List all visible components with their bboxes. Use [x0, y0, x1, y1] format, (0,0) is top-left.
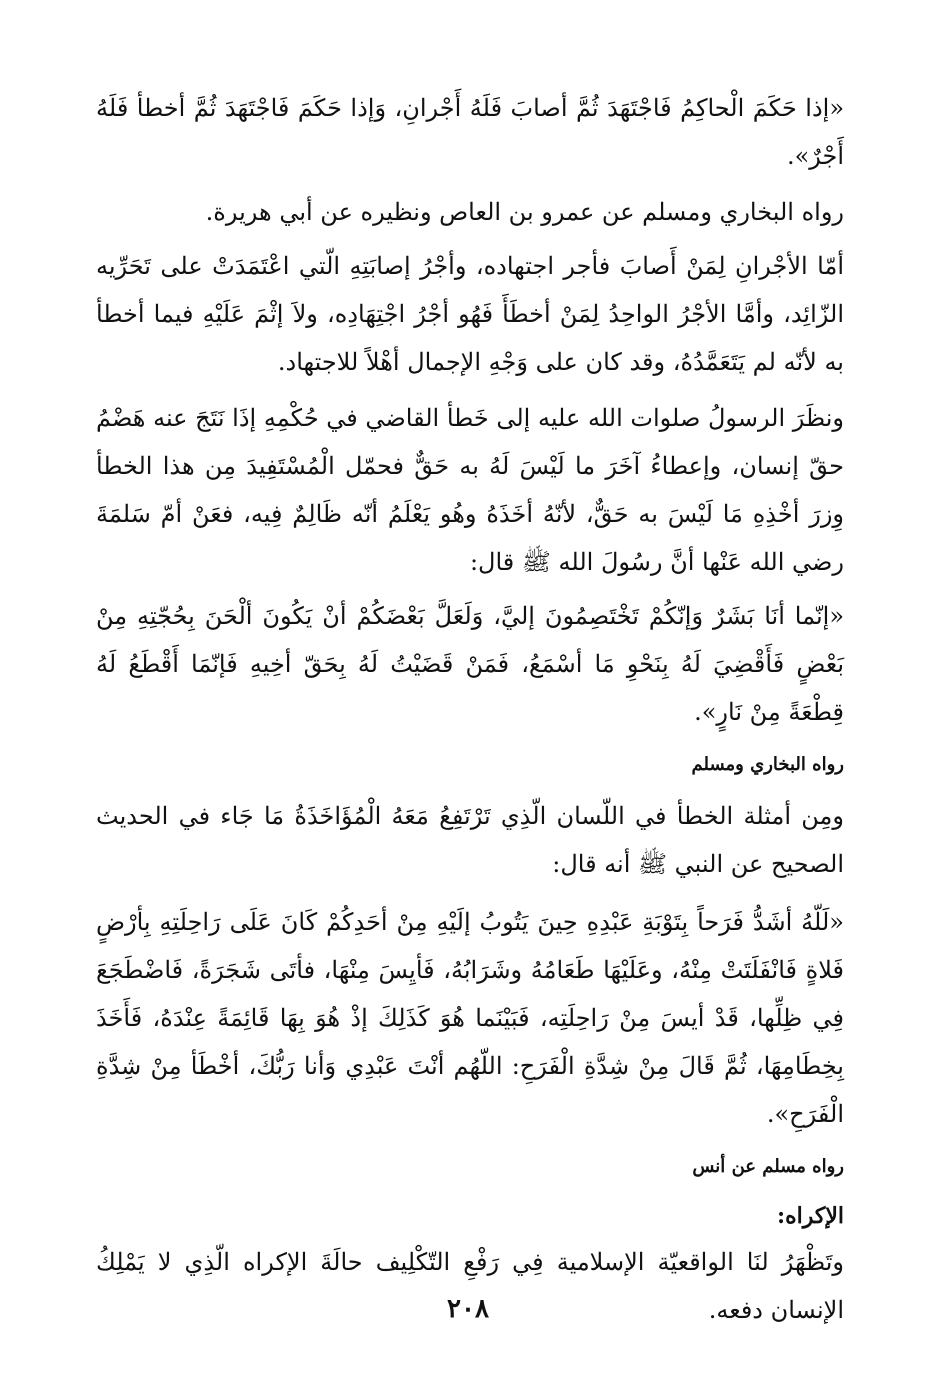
- hadith-source: رواه مسلم عن أنس: [692, 1156, 844, 1177]
- hadith-quote-judge: «إذا حَكَمَ الْحاكِمُ فَاجْتَهَدَ ثُمَّ أصابَ فَلَهُ أَجْرانِ، وَإذا حَكَمَ فَاجْتَهَدَ ثُمَّ أخطأ فَلَهُ أَجْرٌ».: [96, 94, 845, 170]
- paragraph-two-rewards: أمّا الأجْرانِ لِمَنْ أَصابَ فأجر اجتهاده، وأجْرُ إصابَتِهِ الّتي اعْتَمَدَتْ على تَحَرِّيه الزّائِد، وأمَّا الأجْرُ الواحِدُ لِمَنْ أخطَأَ فَهُو أجْرُ اجْتِهَادِه، ولاَ إثْمَ عَلَيْهِ فيما أخطأ به لأنّه لم يَتَعَمَّدُهُ، وقد كان على وَجْهِ الإجمال أهْلاً للاجتهاد.: [96, 252, 844, 376]
- hadith-quote-human: «إنّما أنَا بَشَرٌ وَإنّكُمْ تَخْتَصِمُونَ إليَّ، وَلَعَلَّ بَعْضَكُمْ أنْ يَكُونَ ألْحَنَ بِحُجّتِهِ مِنْ بَعْضٍ فَأَقْضِيَ لَهُ بِنَحْوِ مَا أسْمَعُ، فَمَنْ قَضَيْتُ لَهُ بِحَقّ أخِيهِ فَإنّمَا أَقْطَعُ لَهُ قِطْعَةً مِنْ نَارٍ».: [96, 602, 844, 726]
- paragraph-judge-error: ونظَرَ الرسولُ صلوات الله عليه إلى خَطأ القاضي في حُكْمِهِ إذَا نَتَجَ عنه هَضْمُ حقّ إنسان، وإعطاءُ آخَرَ ما لَيْسَ لَهُ به حَقٌّ فحمّل الْمُسْتَفِيدَ مِن هذا الخطأ وِزرَ أخْذِهِ مَا لَيْسَ به حَقٌّ، لأنّهُ أخَذَهُ وهُو يَعْلَمُ أنّه ظَالِمٌ فِيه، فعَنْ أمّ سَلمَةَ رضي الله عَنْها أنَّ رسُولَ الله ﷺ قال:: [96, 404, 844, 576]
- section-heading: الإكراه:: [776, 1203, 844, 1229]
- page-body: [96, 84, 844, 1334]
- paragraph-tongue-error: ومِن أمثلة الخطأ في اللّسان الّذِي تَرْتَفِعُ مَعَهُ الْمُؤَاخَذَةُ مَا جَاء في الحديث الصحيح عن النبي ﷺ أنه قال:: [96, 802, 844, 878]
- hadith-source: رواه البخاري ومسلم: [691, 754, 844, 775]
- page-number: ٢٠٨: [447, 1294, 489, 1324]
- hadith-quote-repentance: «لَلّهُ أشَدُّ فَرَحاً بِتَوْبَةِ عَبْدِهِ حِينَ يَتُوبُ إلَيْهِ مِنْ أحَدِكُمْ كَانَ عَلَى رَاحِلَتِهِ بِأرْضٍ فَلاةٍ فَانْفَلَتَتْ مِنْهُ، وعَلَيْهَا طَعَامُهُ وشَرَابُهُ، فَأيِسَ مِنْهَا، فأتَى شَجَرَةً، فَاضْطَجَعَ فِي ظِلِّها، قَدْ أيسَ مِنْ رَاحِلَتِه، فَبَيْنَما هُوَ كَذَلِكَ إذْ هُوَ بِهَا قَائِمَةً عِنْدَهُ، فَأَخَذَ بِخِطَامِهَا، ثُمَّ قَالَ مِنْ شِدَّةِ الْفَرَحِ: اللّهُم أنْتَ عَبْدِي وَأنا رَبُّكَ، أخْطَأ مِنْ شِدَّةِ الْفَرَحِ».: [96, 908, 844, 1128]
- paragraph-coercion: وتَظْهَرُ لنَا الواقعيّة الإسلامية فِي رَفْعِ التّكْلِيف حالَةَ الإكراه الّذِي لا يَمْلِكُ الإنسان دفعه.: [96, 1248, 844, 1324]
- narration-line: رواه البخاري ومسلم عن عمرو بن العاص ونظيره عن أبي هريرة.: [205, 198, 844, 226]
